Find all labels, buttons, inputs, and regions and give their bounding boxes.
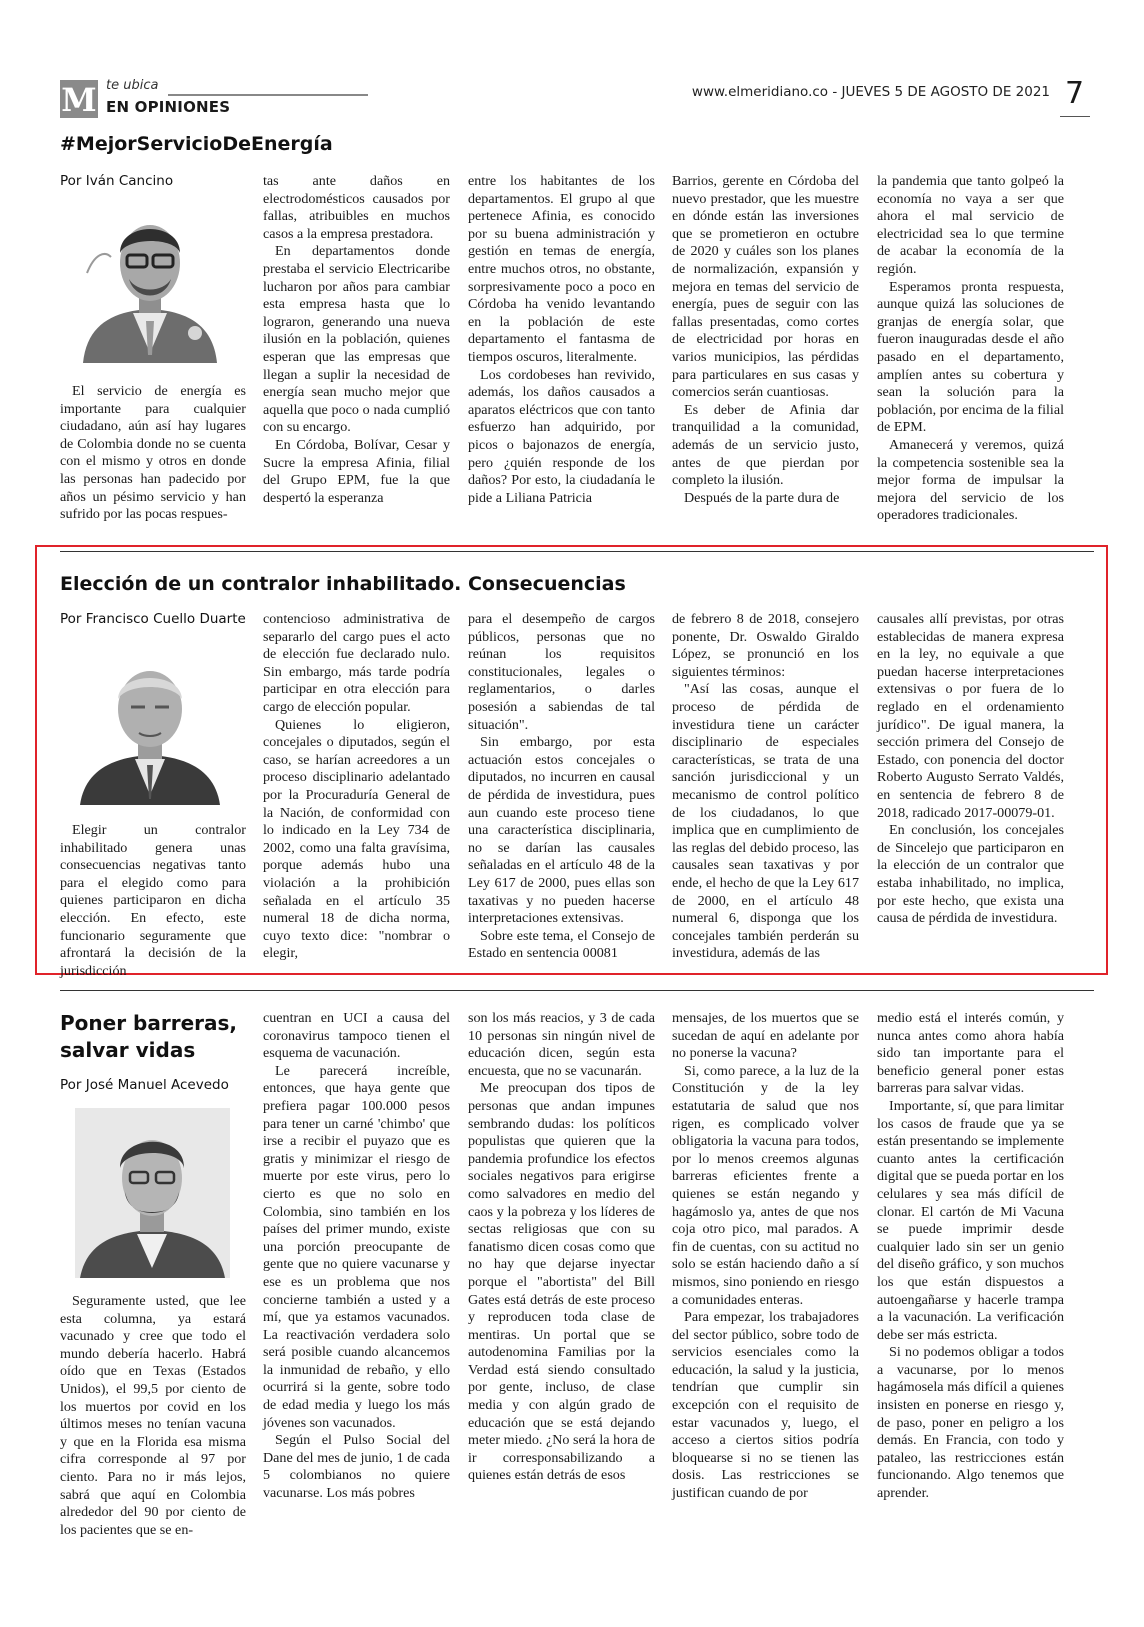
paragraph: son los más reacios, y 3 de cada 10 personas sin ningún nivel de educación dicen, según esta encuesta, que no se vacunarán. — [468, 1010, 655, 1079]
author-portrait — [75, 1108, 230, 1278]
paragraph: Elegir un contralor inhabilitado genera unas consecuencias negativas tanto para el elegido como para quienes participaron en dicha elección. En efecto, este funcionario seguramente que afrontará la decisión de la jurisdicción — [60, 822, 246, 979]
paragraph: Barrios, gerente en Córdoba del nuevo prestador, que les muestre en dónde están las inversiones que se prometieron en octubre de 2020 y cuáles son los planes de normalización, expansión y mejora en temas del servicio de energía, pues de seguir con las fallas presentadas, como cortes de electricidad por horas en varios municipios, las pérdidas para particulares en sus casas y comercios serán cuantiosas. — [672, 173, 859, 401]
headline-line: salvar vidas — [60, 1038, 196, 1062]
paragraph: Sobre este tema, el Consejo de Estado en sentencia 00081 — [468, 927, 655, 962]
article-column-4 — [672, 173, 859, 523]
paragraph: Le parecerá increíble, entonces, que haya gente que prefiera pagar 100.000 pesos para tener un carné 'chimbo' que irse a recibir el puyazo que es gratis y minimizar el riesgo de muerte por este virus, pero lo cierto es que no solo en Colombia, sino también en los países del primer mundo, existe una porción preocupante de gente que no quiere vacunarse y ese es un problema que nos concierne también a usted y a mí, que ya estamos vacunados. La reactivación verdadera solo será posible cuando alcancemos la inmunidad de rebaño, y ello ocurrirá si la gente, sobre todo de edad media y luego los más jóvenes son vacunados. — [263, 1062, 450, 1431]
author-portrait — [75, 645, 225, 805]
paragraph: Importante, sí, que para limitar los casos de fraude que ya se están presentando se implemente cuanto antes la certificación digital que se pueda portar en los celulares y sea más difícil de clonar. El cartón de Mi Vacuna se puede imprimir desde cualquier lado sin ser un genio del diseño gráfico, y son muchos los que están dispuestos a autoengañarse y hacerle trampa a la vacunación. La verificación debe ser más estricta. — [877, 1097, 1064, 1343]
dateline: www.elmeridiano.co - JUEVES 5 DE AGOSTO DE 2021 — [691, 84, 1050, 100]
article-column-5 — [877, 1010, 1064, 1515]
article-column-3 — [468, 173, 655, 523]
paragraph: cuentran en UCI a causa del coronavirus tampoco tienen el esquema de vacunación. — [263, 1010, 450, 1062]
article-headline: #MejorServicioDeEnergía — [60, 133, 333, 155]
article-column-5 — [877, 173, 1064, 523]
section-name: EN OPINIONES — [106, 98, 231, 116]
paragraph: Los cordobeses han revivido, además, los daños causados a aparatos eléctricos que con tanto esfuerzo han adquirido, por picos o bajonazos de energía, pero ¿quién responde de los daños? Por esto, la ciudadanía le pide a Liliana Patricia — [468, 366, 655, 506]
paragraph: mensajes, de los muertos que se sucedan de aquí en adelante por no ponerse la vacuna? — [672, 1010, 859, 1062]
article-column-3 — [468, 1010, 655, 1515]
paragraph: Seguramente usted, que lee esta columna, ya estará vacunado y cree que todo el mundo debería hacerlo. Habrá oído que en Texas (Estados Unidos), el 99,5 por ciento de los muertos por covid en los últimos meses no tenían vacuna y que en la Florida esa misma cifra corresponde al 97 por ciento. Para no ir más lejos, sabrá que aquí en Colombia alrededor del 90 por ciento de los pacientes que se en- — [60, 1293, 246, 1538]
paragraph: causales allí previstas, por otras establecidas de manera expresa en la ley, no equivale a que puedan hacerse interpretaciones extensivas o por fuera de lo reglado en el ordenamiento jurídico". De igual manera, la sección primera del Consejo de Estado, con ponencia del doctor Roberto Augusto Serrato Valdés, en sentencia de febrero 8 de 2018, radicado 2017-00079-01. — [877, 611, 1064, 821]
paragraph: En Córdoba, Bolívar, Cesar y Sucre la empresa Afinia, filial del Grupo EPM, fue la que despertó la esperanza — [263, 436, 450, 506]
paragraph: En conclusión, los concejales de Sincelejo que participaron en la elección de un contralor que estaba inhabilitado, no implica, por este hecho, que exista una causa de pérdida de investidura. — [877, 822, 1064, 927]
article-byline: Por Iván Cancino — [60, 173, 174, 189]
article-byline: Por José Manuel Acevedo — [60, 1077, 229, 1093]
article-column-5 — [877, 611, 1064, 961]
article-column-4 — [672, 611, 859, 961]
article-column-1 — [60, 822, 246, 979]
article-divider — [60, 990, 1094, 991]
paragraph: Si, como parece, a la luz de la Constitución y de la ley estatutaria de salud que nos rigen, es complicado volver obligatoria la vacuna para todos, por lo menos creemos algunas barreras eficientes frente a quienes se están negando y hagámoslo ya, antes de que nos coja otro pico, mal parados. A fin de cuentas, con su actitud no solo se están haciendo daño a sí mismos, sino poniendo en riesgo a comunidades enteras. — [672, 1062, 859, 1308]
article-column-1 — [60, 1293, 246, 1538]
svg-text:M: M — [61, 81, 97, 118]
page-number: 7 — [1065, 76, 1085, 111]
page-number-rule — [1060, 116, 1090, 117]
paragraph: Es deber de Afinia dar tranquilidad a la comunidad, además de un servicio justo, antes de que pierdan por completo la ilusión. — [672, 401, 859, 489]
paragraph: Si no podemos obligar a todos a vacunarse, por lo menos hagámosela más difícil a quienes insisten en ponerse en riesgo y, de paso, poner en peligro a los demás. En Francia, con todo y pataleo, las restricciones están funcionando. Algo tenemos que aprender. — [877, 1344, 1064, 1502]
paragraph: Quienes lo eligieron, concejales o diputados, según el caso, se harían acreedores a un proceso disciplinario adelantado por la Procuraduría General de la Nación, de conformidad con lo indicado en la Ley 734 de 2002, como una falta gravísima, porque además hubo una violación a la prohibición señalada en el artículo 35 numeral 18 de dicha norma, cuyo texto dice: "nombrar o elegir, — [263, 716, 450, 962]
article-column-1 — [60, 383, 246, 523]
paragraph: Después de la parte dura de — [684, 489, 840, 506]
paragraph: medio está el interés común, y nunca antes como ahora había sido tan importante para el beneficio general poner estas barreras para salvar vidas. — [877, 1010, 1064, 1097]
article-column-4 — [672, 1010, 859, 1515]
paragraph: Esperamos pronta respuesta, aunque quizá las soluciones de granjas de energía solar, que fueron inauguradas desde el año pasado en el departamento, amplíen antes su cobertura y sean la solución para la población, por encima de la filial de EPM. — [877, 278, 1064, 436]
newspaper-logo — [60, 80, 98, 118]
paragraph: tas ante daños en electrodomésticos causados por fallas, atribuibles en muchos casos a la empresa prestadora. — [263, 173, 450, 242]
author-portrait — [75, 193, 225, 363]
paragraph: El servicio de energía es importante para cualquier ciudadano, aún así hay lugares de Colombia donde no se cuenta con el mismo y otros en donde las personas han padecido por años un pésimo servicio y han sufrido por las pocas respues- — [60, 383, 246, 523]
paragraph: contencioso administrativa de separarlo del cargo pues el acto de elección fue declarado nulo. Sin embargo, más tarde podría participar en otra elección para cargo de elección popular. — [263, 611, 450, 715]
paragraph: la pandemia que tanto golpeó la economía no vaya a ser que ahora el mal servicio de electricidad sea lo que termine de acabar la economía de la región. — [877, 173, 1064, 277]
paragraph: Sin embargo, por esta actuación estos concejales o diputados, no incurren en causal de pérdida de investidura, pues aun cuando este proceso tiene una característica disciplinaria, no se darían las causales señaladas en el artículo 48 de la Ley 617 de 2000, pues ellas son taxativas y no pueden hacerse interpretaciones extensivas. — [468, 734, 655, 927]
paragraph: Para empezar, los trabajadores del sector público, sobre todo de servicios esenciales como la educación, la salud y la justicia, tendrían que cumplir sin excepción con el requisito de estar vacunados y, luego, el acceso a ciertos sitios podría bloquearse si no se tienen las dosis. Las restricciones se justifican cuando de por — [672, 1309, 859, 1502]
logo-rule — [168, 94, 368, 96]
article-headline: Elección de un contralor inhabilitado. Consecuencias — [60, 573, 626, 595]
article-byline: Por Francisco Cuello Duarte — [60, 611, 246, 627]
masthead — [60, 78, 1090, 123]
paragraph: "Así las cosas, aunque el proceso de pérdida de investidura tiene un carácter disciplinario de especiales características, se trata de una sanción jurisdiccional y un mecanismo de control político de los ciudadanos, lo que implica que en cumplimiento de las reglas del debido proceso, las causales sean taxativas y por ende, el hecho de que la Ley 617 de 2000, en el artículo 48 numeral 6, disponga que los concejales también perderán su investidura, además de las — [672, 681, 859, 962]
paragraph: Me preocupan dos tipos de personas que andan impunes sembrando dudas: los políticos populistas que quieren que la pandemia profundice los efectos sociales negativos para erigirse como salvadores en medio del caos y la pobreza y los líderes de sectas religiosas que con su fanatismo dicen cosas como que no hay que dejarse inyectar porque el "abortista" del Bill Gates está detrás de este proceso y reproducen toda clase de mentiras. Un portal que se autodenomina Familias por la Verdad está siendo consultado por gente, incluso, de clase media y con algún grado de educación que se está dejando meter miedo. ¿No será la hora de ir corresponsabilizando a quienes están detrás de esos — [468, 1080, 655, 1484]
article-column-2 — [263, 1010, 450, 1515]
article-headline — [60, 1010, 237, 1064]
article-column-2 — [263, 173, 450, 523]
paragraph: Según el Pulso Social del Dane del mes de junio, 1 de cada 5 colombianos no quiere vacunarse. Los más pobres — [263, 1432, 450, 1502]
article-column-2 — [263, 611, 450, 961]
paragraph: de febrero 8 de 2018, consejero ponente, Dr. Oswaldo Giraldo López, se pronunció en los siguientes términos: — [672, 611, 859, 680]
paragraph: Amanecerá y veremos, quizá la competencia sostenible sea la mejor forma de impulsar la mejora del servicio de los operadores tradicionales. — [877, 436, 1064, 524]
headline-line: Poner barreras, — [60, 1011, 237, 1035]
article-column-3 — [468, 611, 655, 961]
paragraph: entre los habitantes de los departamentos. El grupo al que pertenece Afinia, es conocido por su buena administración y gestión en temas de energía, entre muchos otros, no obstante, sorpresivamente poco a poco en Córdoba ha venido levantando en la población de este departamento el fantasma de tiempos oscuros, literalmente. — [468, 173, 655, 365]
paragraph: En departamentos donde prestaba el servicio Electricaribe lucharon por años para cambiar esta empresa hasta que lo lograron, generando una nueva ilusión en la población, quienes esperan que las empresas que llegan a suplir la necesidad de energía sean mucho mejor que aquella que poco o nada cumplió con su encargo. — [263, 243, 450, 436]
paragraph: para el desempeño de cargos públicos, personas que no reúnan los requisitos constitucionales, legales o reglamentarios, o darles posesión a sabiendas de tal situación". — [468, 611, 655, 733]
logo-tagline: te ubica — [106, 78, 159, 93]
